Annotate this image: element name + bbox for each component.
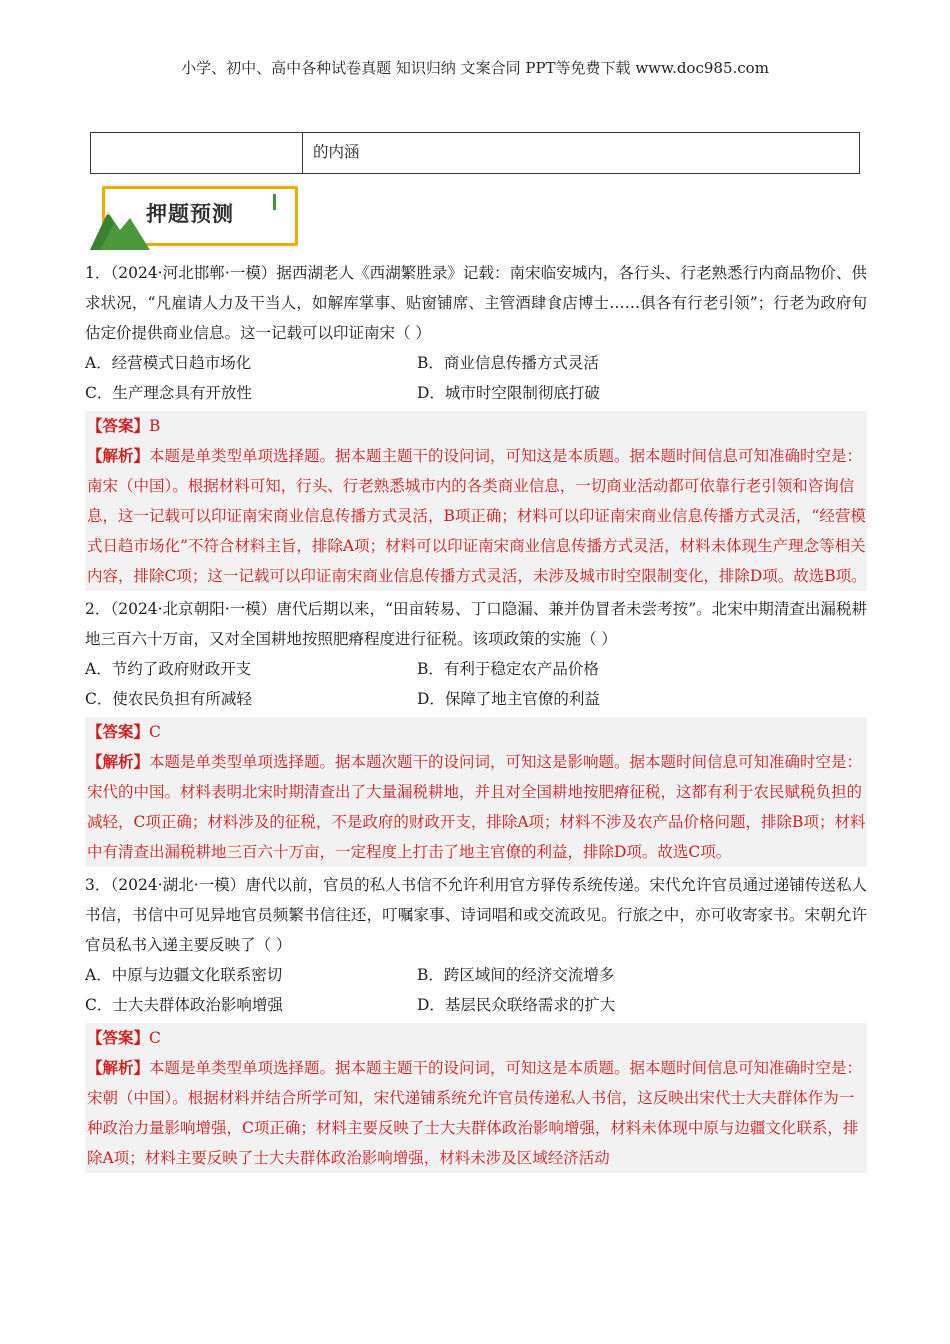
option-d: D．城市时空限制彻底打破 xyxy=(417,384,600,402)
option-list xyxy=(85,654,867,714)
option-c: C．士大夫群体政治影响增强 xyxy=(85,996,283,1014)
question-stem: 3．（2024·湖北·一模）唐代以前，官员的私人书信不允许利用官方驿传系统传递。宋代允许官员通过递铺传送私人书信，书信中可见异地官员频繁书信往还，叮嘱家事、诗词唱和或交流政见。行旅之中，亦可收寄家书。宋朝允许官员私书入递主要反映了（ ） xyxy=(85,876,867,954)
banner-accent-bar xyxy=(273,194,276,210)
option-c: C．使农民负担有所减轻 xyxy=(85,690,252,708)
analysis-text xyxy=(87,1053,867,1173)
answer-label: 【答案】 xyxy=(87,722,150,741)
page-header: 小学、初中、高中各种试卷真题 知识归纳 文案合同 PPT等免费下载 www.doc985.com xyxy=(181,59,769,77)
analysis-text xyxy=(87,747,867,867)
option-list xyxy=(85,960,867,1020)
question-stem: 2．（2024·北京朝阳·一模）唐代后期以来，“田亩转易、丁口隐漏、兼并伪冒者未尝考按”。北宋中期清查出漏税耕地三百六十万亩，又对全国耕地按照肥瘠程度进行征税。该项政策的实施（ ） xyxy=(85,600,867,648)
table-cell-empty xyxy=(91,133,303,173)
question-item xyxy=(85,258,867,591)
answer-block xyxy=(85,411,867,591)
question-item xyxy=(85,594,867,867)
option-d: D．保障了地主官僚的利益 xyxy=(417,690,600,708)
analysis-label: 【解析】 xyxy=(87,752,150,771)
analysis-label: 【解析】 xyxy=(87,1058,150,1077)
answer-block xyxy=(85,717,867,867)
question-stem: 1．（2024·河北邯郸·一模）据西湖老人《西湖繁胜录》记载：南宋临安城内，各行头、行老熟悉行内商品物价、供求状况，“凡雇请人力及干当人，如解库掌事、贴窗铺席、主管酒肆食店博士……俱各有行老引领”；行老为政府旬估定价提供商业信息。这一记载可以印证南宋（ ） xyxy=(85,264,867,342)
option-a: A．节约了政府财政开支 xyxy=(85,660,252,678)
option-a: A．经营模式日趋市场化 xyxy=(85,354,252,372)
option-b: B．有利于稳定农产品价格 xyxy=(417,660,599,678)
answer-line xyxy=(87,717,867,747)
question-list xyxy=(85,258,867,1176)
answer-value: B xyxy=(149,417,161,435)
answer-value: C xyxy=(149,723,161,741)
option-b: B．商业信息传播方式灵活 xyxy=(417,354,599,372)
mountain-icon xyxy=(90,202,150,250)
question-item xyxy=(85,870,867,1173)
section-banner xyxy=(90,184,300,250)
answer-label: 【答案】 xyxy=(87,1028,150,1047)
banner-title: 押题预测 xyxy=(146,202,234,226)
option-d: D．基层民众联络需求的扩大 xyxy=(417,996,616,1014)
analysis-body: 本题是单类型单项选择题。据本题主题干的设问词，可知这是本质题。据本题时间信息可知准确时空是：宋朝（中国）。根据材料并结合所学可知，宋代递铺系统允许官员传递私人书信，这反映出宋代士大夫群体作为一种政治力量影响增强，C项正确；材料主要反映了士大夫群体政治影响增强，材料未体现中原与边疆文化联系，排除A项；材料主要反映了士大夫群体政治影响增强，材料未涉及区域经济活动 xyxy=(87,1059,863,1167)
answer-label: 【答案】 xyxy=(87,416,150,435)
analysis-body: 本题是单类型单项选择题。据本题次题干的设问词，可知这是影响题。据本题时间信息可知准确时空是：宋代的中国。材料表明北宋时期清查出了大量漏税耕地，并且对全国耕地按肥瘠征税，这都有利于农民赋税负担的减轻，C项正确；材料涉及的征税，不是政府的财政开支，排除A项；材料不涉及农产品价格问题，排除B项；材料中有清查出漏税耕地三百六十万亩，一定程度上打击了地主官僚的利益，排除D项。故选C项。 xyxy=(87,753,866,861)
answer-line xyxy=(87,1023,867,1053)
option-a: A．中原与边疆文化联系密切 xyxy=(85,966,283,984)
option-c: C．生产理念具有开放性 xyxy=(85,384,252,402)
analysis-text xyxy=(87,441,867,591)
option-list xyxy=(85,348,867,408)
option-b: B．跨区域间的经济交流增多 xyxy=(417,966,615,984)
analysis-body: 本题是单类型单项选择题。据本题主题干的设问词，可知这是本质题。据本题时间信息可知准确时空是：南宋（中国）。根据材料可知，行头、行老熟悉城市内的各类商业信息，一切商业活动都可依靠行老引领和咨询信息，这一记载可以印证南宋商业信息传播方式灵活，B项正确；材料可以印证南宋商业信息传播方式灵活，“经营模式日趋市场化”不符合材料主旨，排除A项；材料可以印证南宋商业信息传播方式灵活，材料未体现生产理念等相关内容，排除C项；这一记载可以印证南宋商业信息传播方式灵活，未涉及城市时空限制变化，排除D项。故选B项。 xyxy=(87,447,867,585)
answer-block xyxy=(85,1023,867,1173)
answer-value: C xyxy=(149,1029,161,1047)
table-cell-text: 的内涵 xyxy=(313,143,360,161)
top-table-row xyxy=(90,132,860,174)
analysis-label: 【解析】 xyxy=(87,446,150,465)
answer-line xyxy=(87,411,867,441)
